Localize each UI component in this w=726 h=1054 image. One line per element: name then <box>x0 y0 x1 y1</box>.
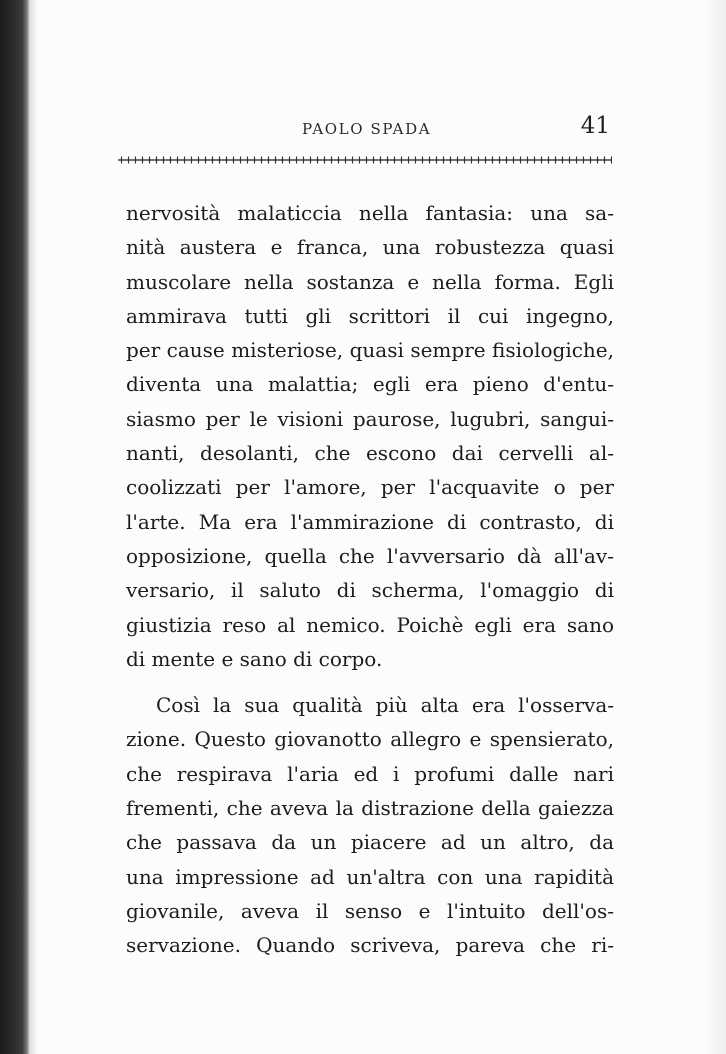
text-line: frementi, che aveva la distrazione della gaiezza <box>126 796 614 821</box>
text-line: diventa una malattia; egli era pieno d'entu- <box>126 372 614 397</box>
running-head: PAOLO SPADA <box>302 120 432 138</box>
text-line: giovanile, aveva il senso e l'intuito dell'os- <box>126 898 614 923</box>
text-line: giustizia reso al nemico. Poichè egli era sano <box>126 612 614 637</box>
text-line: zione. Questo giovanotto allegro e spensierato, <box>126 727 614 752</box>
text-line: muscolare nella sostanza e nella forma. Egli <box>126 269 614 294</box>
text-line: ammirava tutti gli scrittori il cui ingegno, <box>126 303 614 328</box>
paragraph-2 <box>126 688 614 962</box>
page-header <box>120 112 612 146</box>
text-line: una impressione ad un'altra con una rapidità <box>126 864 614 889</box>
text-line: nanti, desolanti, che escono dai cervelli al- <box>126 441 614 466</box>
text-line: coolizzati per l'amore, per l'acquavite o per <box>126 475 614 500</box>
book-binding-edge <box>0 0 30 1054</box>
text-line: Così la sua qualità più alta era l'osserva- <box>156 693 614 718</box>
text-line: che passava da un piacere ad un altro, da <box>126 830 614 855</box>
text-line: di mente e sano di corpo. <box>126 646 383 671</box>
body-text <box>126 196 614 963</box>
text-line: che respirava l'aria ed i profumi dalle nari <box>126 761 614 786</box>
text-line: servazione. Quando scriveva, pareva che ri- <box>126 933 614 958</box>
page-number: 41 <box>580 113 610 139</box>
text-line: versario, il saluto di scherma, l'omaggio di <box>126 578 614 603</box>
text-line: nervosità malaticcia nella fantasia: una sa- <box>126 201 614 225</box>
ornamental-rule <box>118 155 612 165</box>
paragraph-1 <box>126 196 614 676</box>
text-line: opposizione, quella che l'avversario dà all'av- <box>126 543 614 568</box>
text-line: siasmo per le visioni paurose, lugubri, sangui- <box>126 406 614 431</box>
text-line: per cause misteriose, quasi sempre fisiologiche, <box>126 338 614 363</box>
page-edge-shadow <box>704 0 726 1054</box>
text-line: l'arte. Ma era l'ammirazione di contrasto, di <box>126 509 614 534</box>
text-line: nità austera e franca, una robustezza quasi <box>126 235 614 260</box>
